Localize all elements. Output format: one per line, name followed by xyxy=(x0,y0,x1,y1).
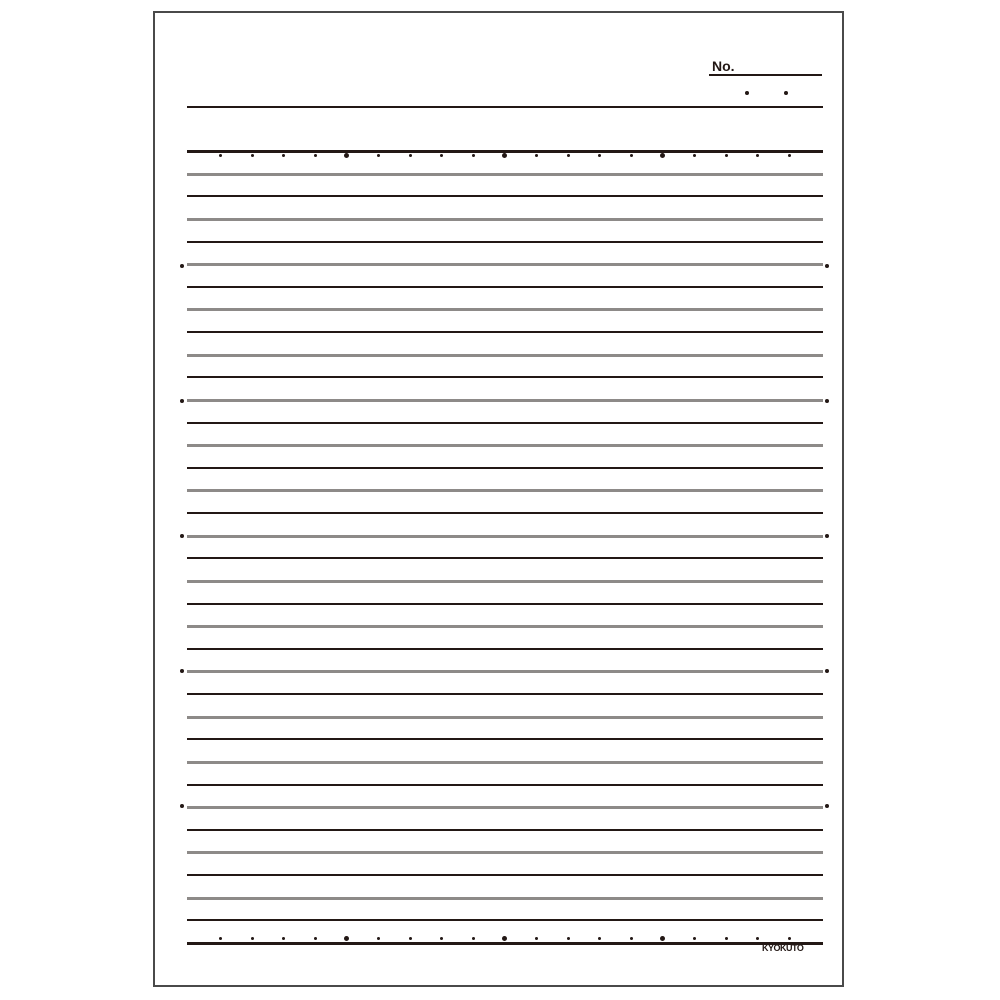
ruled-line xyxy=(187,444,823,447)
column-tick xyxy=(788,154,791,157)
ruled-line xyxy=(187,354,823,357)
column-tick xyxy=(377,154,380,157)
column-tick xyxy=(756,937,759,940)
title-rule xyxy=(187,106,823,108)
column-tick xyxy=(219,154,222,157)
ruled-line xyxy=(187,874,823,876)
column-tick xyxy=(502,936,507,941)
column-tick xyxy=(788,937,791,940)
column-tick xyxy=(440,154,443,157)
column-tick xyxy=(725,937,728,940)
number-label: No. xyxy=(712,58,735,74)
ruled-line xyxy=(187,218,823,221)
column-tick xyxy=(693,937,696,940)
ruled-line xyxy=(187,625,823,628)
ruled-line xyxy=(187,422,823,424)
margin-dot xyxy=(825,804,829,808)
column-tick xyxy=(344,936,349,941)
ruled-line xyxy=(187,263,823,266)
column-tick xyxy=(630,154,633,157)
ruled-line xyxy=(187,942,823,945)
column-tick xyxy=(409,154,412,157)
column-tick xyxy=(567,937,570,940)
column-tick xyxy=(314,154,317,157)
column-tick xyxy=(377,937,380,940)
margin-dot xyxy=(180,669,184,673)
column-tick xyxy=(502,153,507,158)
column-tick xyxy=(535,154,538,157)
ruled-line xyxy=(187,512,823,514)
margin-dot xyxy=(825,534,829,538)
ruled-line xyxy=(187,467,823,469)
margin-dot xyxy=(180,534,184,538)
brand-logo: KYOKUTO xyxy=(762,943,804,953)
ruled-line xyxy=(187,173,823,176)
column-tick xyxy=(409,937,412,940)
column-tick xyxy=(282,937,285,940)
column-tick xyxy=(660,936,665,941)
column-tick xyxy=(693,154,696,157)
ruled-line xyxy=(187,376,823,378)
ruled-line xyxy=(187,580,823,583)
column-tick xyxy=(472,154,475,157)
margin-dot xyxy=(180,264,184,268)
column-tick xyxy=(251,937,254,940)
ruled-line xyxy=(187,784,823,786)
ruled-line xyxy=(187,761,823,764)
ruled-line xyxy=(187,399,823,402)
ruled-line xyxy=(187,308,823,311)
column-tick xyxy=(440,937,443,940)
ruled-line xyxy=(187,829,823,831)
notebook-page xyxy=(153,11,844,987)
column-tick xyxy=(660,153,665,158)
ruled-line xyxy=(187,648,823,650)
column-tick xyxy=(598,154,601,157)
column-tick xyxy=(344,153,349,158)
column-tick xyxy=(282,154,285,157)
column-tick xyxy=(756,154,759,157)
ruled-line xyxy=(187,851,823,854)
ruled-line xyxy=(187,557,823,559)
ruled-line xyxy=(187,670,823,673)
number-underline xyxy=(709,74,822,76)
column-tick xyxy=(472,937,475,940)
date-dot xyxy=(784,91,788,95)
column-tick xyxy=(314,937,317,940)
margin-dot xyxy=(825,669,829,673)
ruled-line xyxy=(187,535,823,538)
column-tick xyxy=(219,937,222,940)
column-tick xyxy=(535,937,538,940)
margin-dot xyxy=(825,399,829,403)
ruled-line xyxy=(187,195,823,197)
margin-dot xyxy=(825,264,829,268)
margin-dot xyxy=(180,804,184,808)
column-tick xyxy=(251,154,254,157)
ruled-line xyxy=(187,603,823,605)
ruled-line xyxy=(187,919,823,921)
ruled-line xyxy=(187,897,823,900)
column-tick xyxy=(725,154,728,157)
ruled-line xyxy=(187,331,823,333)
ruled-line xyxy=(187,716,823,719)
column-tick xyxy=(630,937,633,940)
margin-dot xyxy=(180,399,184,403)
ruled-line xyxy=(187,286,823,288)
ruled-line xyxy=(187,241,823,243)
column-tick xyxy=(598,937,601,940)
date-dot xyxy=(745,91,749,95)
ruled-line xyxy=(187,738,823,740)
ruled-line xyxy=(187,806,823,809)
ruled-line xyxy=(187,693,823,695)
column-tick xyxy=(567,154,570,157)
ruled-line xyxy=(187,489,823,492)
